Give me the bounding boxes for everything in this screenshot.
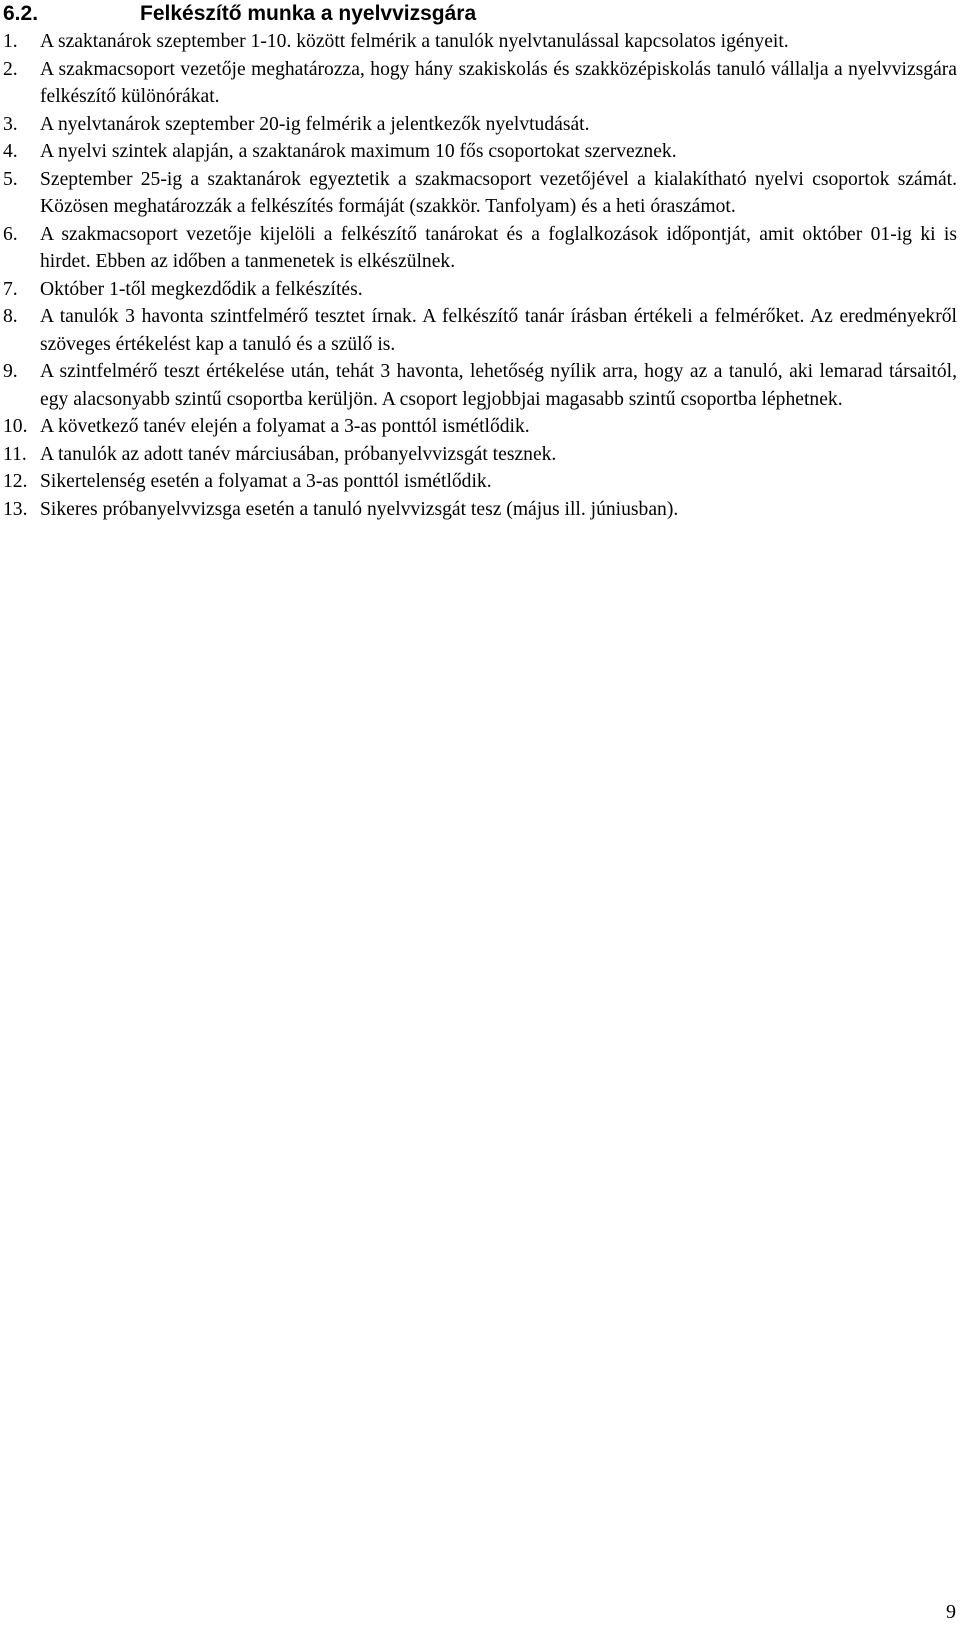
list-item — [0, 28, 960, 56]
list-item — [0, 276, 960, 304]
list-item-number: 2. — [3, 58, 18, 80]
list-item — [0, 441, 960, 469]
list-item — [0, 303, 960, 358]
list-item-text: Október 1-től megkezdődik a felkészítés. — [40, 278, 363, 300]
list-item-number: 4. — [3, 141, 18, 162]
list-item — [0, 166, 960, 221]
list-item-text: A nyelvi szintek alapján, a szaktanárok maximum 10 fős csoportokat szerveznek. — [40, 141, 677, 162]
list-item — [0, 413, 960, 441]
page-number: 9 — [946, 1601, 956, 1623]
section-number: 6.2. — [3, 2, 39, 25]
list-item-number: 1. — [3, 31, 18, 52]
procedure-list — [0, 28, 960, 523]
list-item-text: Szeptember 25-ig a szaktanárok egyeztetik a szakmacsoport vezetőjével a kialakítható nyelvi csoportok számát. Közösen meghatározzák a felkészítés formáját (szakkör. Tanfolyam) és a heti óraszámot. — [40, 168, 957, 217]
list-item-number: 11. — [3, 443, 27, 465]
list-item-number: 5. — [3, 168, 18, 190]
list-item — [0, 221, 960, 276]
list-item-number: 12. — [3, 471, 28, 492]
section-title: Felkészítő munka a nyelvvizsgára — [140, 2, 477, 25]
list-item — [0, 111, 960, 139]
list-item-number: 6. — [3, 223, 18, 245]
list-item-text: A szakmacsoport vezetője meghatározza, hogy hány szakiskolás és szakközépiskolás tanuló vállalja a nyelvvizsgára felkészítő különórákat. — [40, 58, 957, 107]
list-item — [0, 56, 960, 111]
list-item-text: A tanulók az adott tanév márciusában, próbanyelvvizsgát tesznek. — [40, 443, 557, 465]
list-item — [0, 358, 960, 413]
list-item-text: Sikertelenség esetén a folyamat a 3-as ponttól ismétlődik. — [40, 471, 492, 492]
list-item-text: A szintfelmérő teszt értékelése után, tehát 3 havonta, lehetőség nyílik arra, hogy az a tanuló, aki lemarad társaitól, egy alacsonyabb szintű csoportba kerüljön. A csoport legjobbjai magasabb szintű csoportba léphetnek. — [40, 361, 957, 410]
list-item-number: 13. — [3, 498, 28, 520]
list-item-number: 9. — [3, 361, 18, 382]
list-item-text: A következő tanév elején a folyamat a 3-as ponttól ismétlődik. — [40, 416, 530, 437]
list-item — [0, 468, 960, 496]
list-item-text: A szaktanárok szeptember 1-10. között felmérik a tanulók nyelvtanulással kapcsolatos igényeit. — [40, 31, 789, 52]
list-item-number: 3. — [3, 113, 18, 135]
list-item-number: 7. — [3, 278, 18, 300]
list-item-number: 10. — [3, 416, 28, 437]
list-item — [0, 496, 960, 524]
list-item-text: A szakmacsoport vezetője kijelöli a felkészítő tanárokat és a foglalkozások időpontját, amit október 01-ig ki is hirdet. Ebben az időben a tanmenetek is elkészülnek. — [40, 223, 957, 272]
list-item-text: A tanulók 3 havonta szintfelmérő tesztet írnak. A felkészítő tanár írásban értékeli a felmérőket. Az eredményekről szöveges értékelést kap a tanuló és a szülő is. — [40, 306, 957, 355]
list-item-text: A nyelvtanárok szeptember 20-ig felmérik a jelentkezők nyelvtudását. — [40, 113, 590, 135]
list-item-text: Sikeres próbanyelvvizsga esetén a tanuló nyelvvizsgát tesz (május ill. júniusban). — [40, 498, 679, 520]
list-item — [0, 138, 960, 166]
list-item-number: 8. — [3, 306, 18, 327]
